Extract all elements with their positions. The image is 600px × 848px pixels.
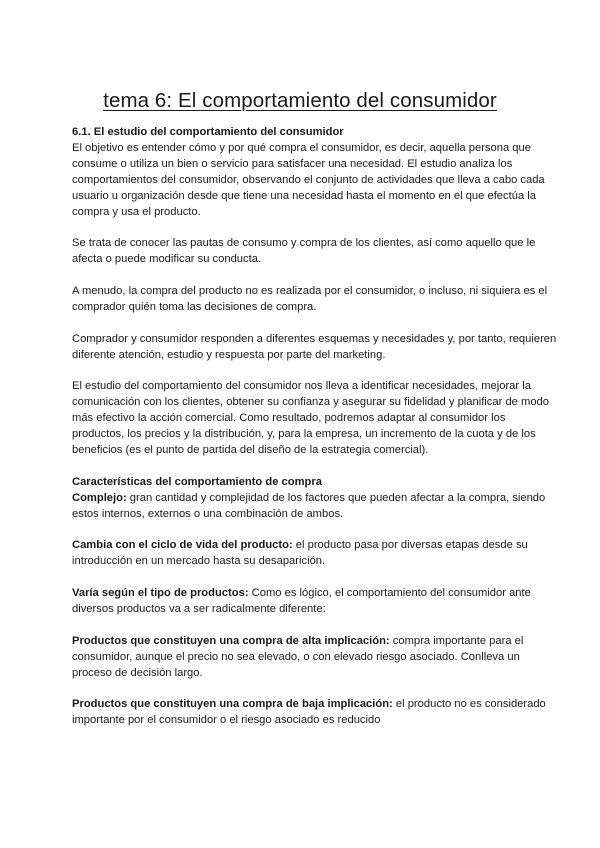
characteristic-term: Cambia con el ciclo de vida del producto:: [72, 539, 293, 552]
characteristic-term: Varía según el tipo de productos:: [72, 587, 249, 600]
characteristic-term: Productos que constituyen una compra de baja implicación:: [72, 698, 393, 711]
paragraph: A menudo, la compra del producto no es realizada por el consumidor, o incluso, ni siquiera es el comprador quién toma las decisiones de compra.: [72, 285, 548, 313]
characteristics-heading: Características del comportamiento de compra: [72, 475, 322, 488]
characteristic-item: [72, 634, 560, 682]
document-body: [72, 125, 560, 729]
section-heading: 6.1. El estudio del comportamiento del consumidor: [72, 126, 344, 138]
characteristic-text: gran cantidad y complejidad de los factores que pueden afectar a la compra, siendo estos internos, externos o una combinación de ambos.: [72, 491, 546, 520]
paragraph: Comprador y consumidor responden a diferentes esquemas y necesidades y, por tanto, requieren diferente atención, estudio y respuesta por parte del marketing.: [72, 332, 557, 361]
paragraph: El estudio del comportamiento del consumidor nos lleva a identificar necesidades, mejorar la comunicación con los clientes, obtener su confianza y asegurar su fidelidad y planificar de modo más efectivo la acción comercial. Como resultado, podremos adaptar al consumidor los productos, los precios y la distribución, y, para la empresa, un incremento de la cuota y de los beneficios (es el punto de partida del diseño de la estrategia comercial).: [72, 380, 549, 457]
paragraph: El objetivo es entender cómo y por qué compra el consumidor, es decir, aquella persona que consume o utiliza un bien o servicio para satisfacer una necesidad. El estudio analiza los comportamientos del consumidor, observando el conjunto de actividades que lleva a cabo cada usuario u organización desde que tiene una necesidad hasta el momento en el que efectúa la compra y usa el producto.: [72, 141, 545, 218]
characteristic-term: Complejo:: [72, 491, 127, 504]
characteristic-item: [72, 697, 560, 729]
document-title: tema 6: El comportamiento del consumidor: [103, 89, 497, 112]
characteristic-text: compra importante para el consumidor, aunque el precio no sea elevado, o con elevado riesgo asociado. Conlleva un proceso de decisión largo.: [72, 634, 524, 679]
paragraph: Se trata de conocer las pautas de consumo y compra de los clientes, así como aquello que le afecta o puede modificar su conducta.: [72, 237, 536, 266]
characteristic-term: Productos que constituyen una compra de alta implicación:: [72, 634, 390, 647]
characteristic-text: el producto pasa por diversas etapas desde su introducción en un mercado hasta su desaparición.: [72, 539, 528, 568]
characteristic-text: Como es lógico, el comportamiento del consumidor ante diversos productos va a ser radicalmente diferente:: [72, 587, 531, 616]
characteristic-item: [72, 586, 560, 618]
characteristic-item: [72, 491, 560, 523]
characteristic-item: [72, 538, 560, 570]
characteristic-text: el producto no es considerado importante por el consumidor o el riesgo asociado es reducido: [72, 698, 546, 727]
